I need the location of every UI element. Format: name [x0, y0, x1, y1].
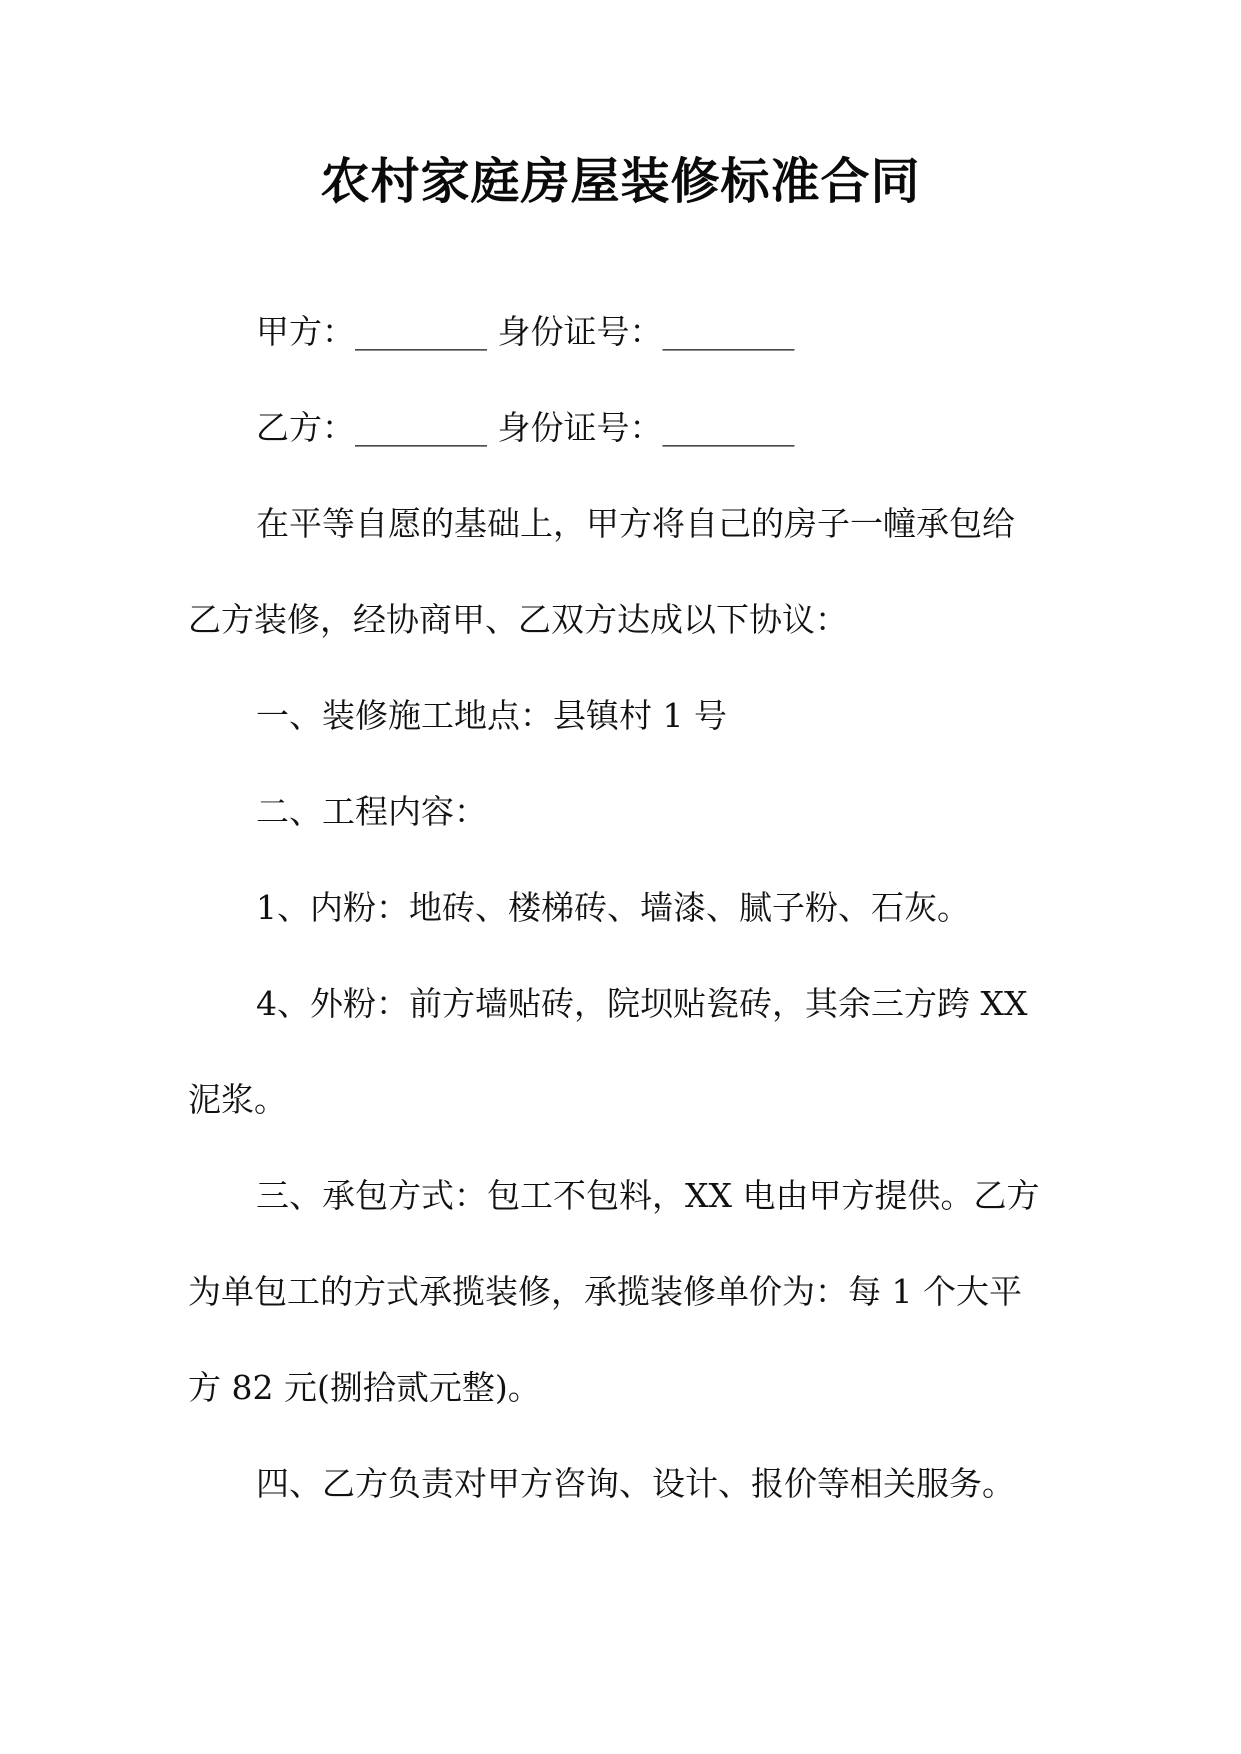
- clause-contract-method-line-2: 为单包工的方式承揽装修，承揽装修单价为：每 1 个大平: [188, 1272, 1022, 1311]
- intro-paragraph-line-1: 在平等自愿的基础上，甲方将自己的房子一幢承包给: [256, 504, 1015, 543]
- clause-content-heading: 二、工程内容：: [256, 792, 487, 831]
- clause-services: 四、乙方负责对甲方咨询、设计、报价等相关服务。: [256, 1464, 1015, 1503]
- party-b-line: 乙方：________ 身份证号：________: [256, 408, 795, 447]
- party-a-line: 甲方：________ 身份证号：________: [256, 312, 795, 351]
- clause-contract-method-line-1: 三、承包方式：包工不包料，XX 电由甲方提供。乙方: [256, 1176, 1040, 1215]
- content-item-exterior-line-2: 泥浆。: [188, 1080, 287, 1119]
- document-title: 农村家庭房屋装修标准合同: [320, 153, 921, 210]
- content-item-interior: 1、内粉：地砖、楼梯砖、墙漆、腻子粉、石灰。: [256, 888, 970, 927]
- clause-contract-method-line-3: 方 82 元(捌拾贰元整)。: [188, 1368, 541, 1407]
- content-item-exterior-line-1: 4、外粉：前方墙贴砖，院坝贴瓷砖，其余三方跨 XX: [256, 984, 1028, 1023]
- intro-paragraph-line-2: 乙方装修，经协商甲、乙双方达成以下协议：: [188, 600, 848, 639]
- clause-location: 一、装修施工地点：县镇村 1 号: [256, 696, 727, 735]
